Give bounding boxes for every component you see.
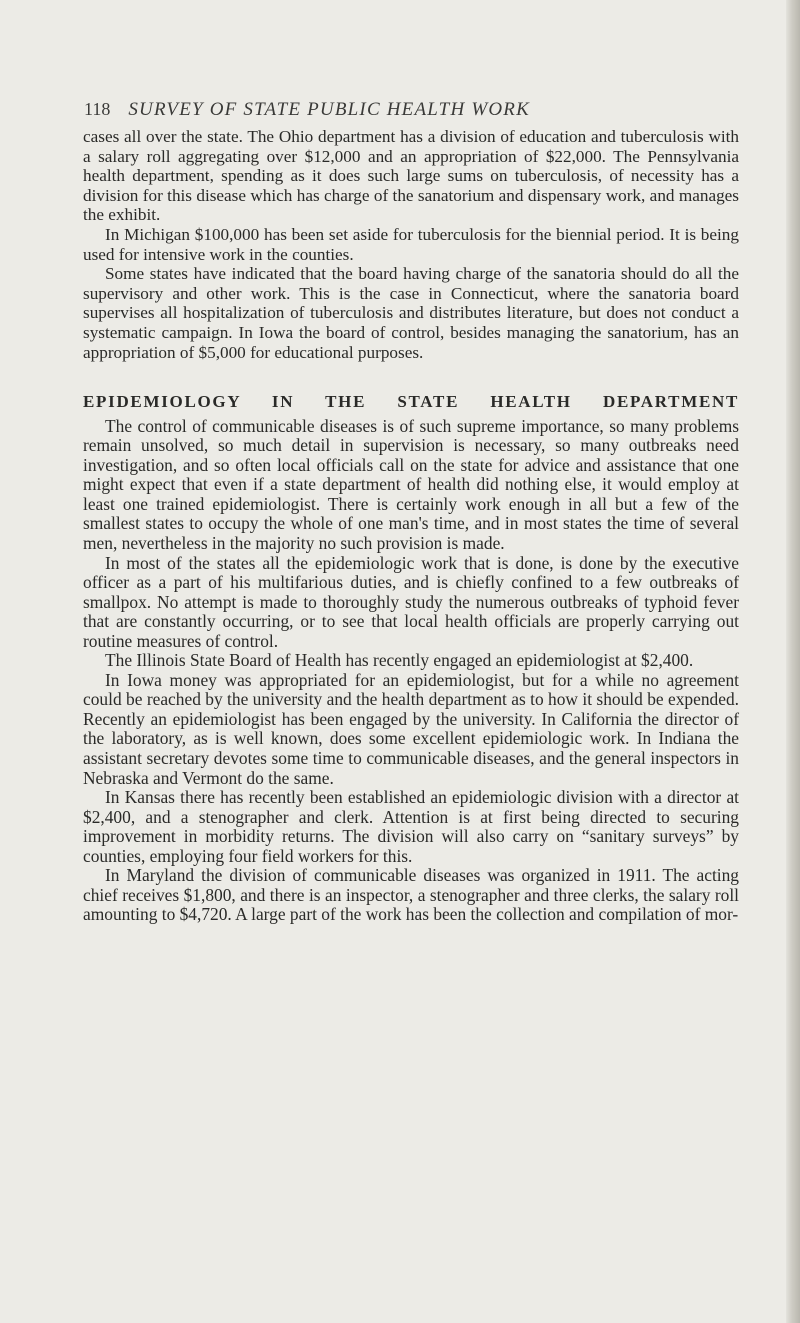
section-heading: EPIDEMIOLOGY IN THE STATE HEALTH DEPARTMENT bbox=[83, 392, 739, 412]
section-paragraph: The Illinois State Board of Health has recently engaged an epidemiologist at $2,400. bbox=[105, 650, 694, 671]
section-paragraph: In Kansas there has recently been established an epidemiologic division with a director at $2,400, and a stenographer and clerk. Attention is at first being directed to securing improvement in morbidity returns. The division will also carry on “sanitary surveys” by counties, employing four field workers for this. bbox=[83, 787, 739, 866]
body-paragraph: In Michigan $100,000 has been set aside for tuberculosis for the biennial period. It is being used for intensive work in the counties. bbox=[83, 224, 739, 264]
body-paragraph: Some states have indicated that the board having charge of the sanatoria should do all the supervisory and other work. This is the case in Connecticut, where the sanatoria board supervises all hospitalization of tuberculosis and distributes literature, but does not conduct a systematic campaign. In Iowa the board of control, besides managing the sanatorium, has an appropriation of $5,000 for educational purposes. bbox=[83, 264, 739, 362]
section-paragraph: In Iowa money was appropriated for an epidemiologist, but for a while no agreement could be reached by the university and the health department as to how it should be expended. Recently an epidemiologist has been engaged by the university. In California the director of the laboratory, as is well known, does some excellent epidemiologic work. In Indiana the assistant secretary devotes some time to communicable diseases, and the general inspectors in Nebraska and Vermont do the same. bbox=[83, 669, 739, 788]
page-body bbox=[83, 127, 739, 925]
section-body bbox=[83, 417, 739, 925]
running-title: SURVEY OF STATE PUBLIC HEALTH WORK bbox=[128, 99, 530, 120]
running-head bbox=[84, 99, 744, 129]
page-number: 118 bbox=[84, 99, 111, 119]
section-paragraph: In most of the states all the epidemiologic work that is done, is done by the executive officer as a part of his multifarious duties, and is chiefly confined to a few outbreaks of smallpox. No attempt is made to thoroughly study the numerous outbreaks of typhoid fever that are constantly occurring, or to see that local health officials are properly carrying out routine measures of control. bbox=[83, 552, 739, 651]
page-edge-shadow bbox=[786, 0, 800, 1323]
section-paragraph: The control of communicable diseases is of such supreme importance, so many problems remain unsolved, so much detail in supervision is necessary, so many outbreaks need investigation, and so often local officials call on the state for advice and assistance that one might expect that even if a state department of health did nothing else, it would employ at least one trained epidemiologist. There is certainly work enough in all but a few of the smallest states to occupy the whole of one man's time, and in most states the time of several men, nevertheless in the majority no such provision is made. bbox=[83, 415, 739, 553]
section-paragraph: In Maryland the division of communicable diseases was organized in 1911. The acting chief receives $1,800, and there is an inspector, a stenographer and three clerks, the salary roll amounting to $4,720. A large part of the work has been the collection and compilation of mor- bbox=[83, 865, 739, 925]
body-paragraph: cases all over the state. The Ohio department has a division of education and tuberculosis with a salary roll aggregating over $12,000 and an appropriation of $22,000. The Pennsylvania health department, spending as it does such large sums on tuberculosis, of necessity has a division for this disease which has charge of the sanatorium and dispensary work, and manages the exhibit. bbox=[83, 127, 739, 225]
